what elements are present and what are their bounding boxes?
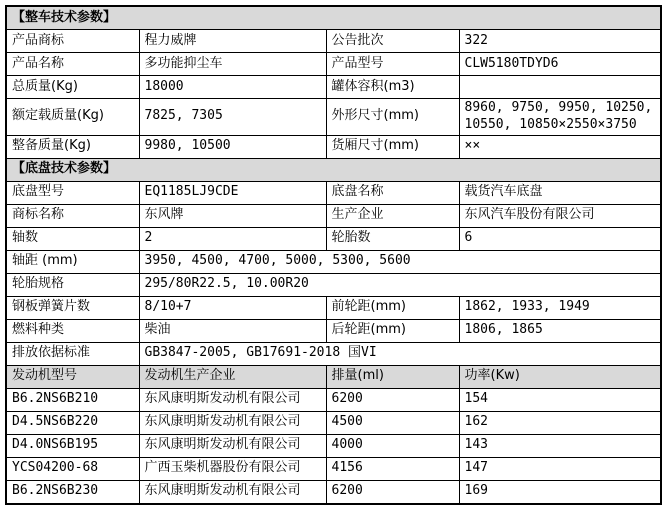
- param-label: 排放依据标准: [6, 342, 139, 365]
- engine-displacement-cell: 4156: [326, 457, 459, 480]
- engine-power-cell: 147: [459, 457, 661, 480]
- param-value: [459, 76, 661, 99]
- engine-table-header-row: [6, 365, 661, 388]
- param-value: 1806, 1865: [459, 319, 661, 342]
- param-label: 整备质量(Kg): [6, 135, 139, 158]
- table-row: [6, 296, 661, 319]
- param-value: 6: [459, 227, 661, 250]
- param-label: 商标名称: [6, 204, 139, 227]
- param-label: 轴距 (mm): [6, 250, 139, 273]
- param-value: CLW5180TDYD6: [459, 53, 661, 76]
- engine-displacement-cell: 6200: [326, 480, 459, 504]
- param-label: 货厢尺寸(mm): [326, 135, 459, 158]
- table-row: [6, 227, 661, 250]
- param-value: 7825, 7305: [139, 99, 326, 136]
- engine-manufacturer-cell: 东风康明斯发动机有限公司: [139, 388, 326, 411]
- vehicle-spec-table: [5, 5, 662, 505]
- param-value: GB3847-2005, GB17691-2018 国VI: [139, 342, 661, 365]
- table-row: [6, 342, 661, 365]
- engine-power-cell: 154: [459, 388, 661, 411]
- param-value: 322: [459, 30, 661, 53]
- param-value: 柴油: [139, 319, 326, 342]
- table-row: [6, 30, 661, 53]
- engine-manufacturer-cell: 广西玉柴机器股份有限公司: [139, 457, 326, 480]
- param-label: 产品商标: [6, 30, 139, 53]
- param-label: 前轮距(mm): [326, 296, 459, 319]
- engine-row: [6, 388, 661, 411]
- table-row: [6, 135, 661, 158]
- table-row: [6, 319, 661, 342]
- param-label: 燃料种类: [6, 319, 139, 342]
- engine-model-cell: D4.0NS6B195: [6, 434, 139, 457]
- param-label: 轮胎数: [326, 227, 459, 250]
- param-value: 8/10+7: [139, 296, 326, 319]
- engine-displacement-cell: 4000: [326, 434, 459, 457]
- param-value: 3950, 4500, 4700, 5000, 5300, 5600: [139, 250, 661, 273]
- engine-displacement-cell: 6200: [326, 388, 459, 411]
- engine-col-header-power: 功率(Kw): [459, 365, 661, 388]
- param-value: ××: [459, 135, 661, 158]
- table-row: [6, 6, 661, 30]
- engine-manufacturer-cell: 东风康明斯发动机有限公司: [139, 434, 326, 457]
- engine-col-header-manufacturer: 发动机生产企业: [139, 365, 326, 388]
- param-label: 底盘名称: [326, 181, 459, 204]
- param-value: 载货汽车底盘: [459, 181, 661, 204]
- param-value: 东风汽车股份有限公司: [459, 204, 661, 227]
- table-row: [6, 53, 661, 76]
- param-label: 产品型号: [326, 53, 459, 76]
- engine-model-cell: YCS04200-68: [6, 457, 139, 480]
- param-value: 东风牌: [139, 204, 326, 227]
- engine-displacement-cell: 4500: [326, 411, 459, 434]
- param-label: 罐体容积(m3): [326, 76, 459, 99]
- param-value: 18000: [139, 76, 326, 99]
- section-title-vehicle: 【整车技术参数】: [6, 6, 661, 30]
- param-value: 295/80R22.5, 10.00R20: [139, 273, 661, 296]
- table-row: [6, 181, 661, 204]
- param-label: 后轮距(mm): [326, 319, 459, 342]
- table-row: [6, 76, 661, 99]
- section-title-chassis: 【底盘技术参数】: [6, 158, 661, 181]
- param-value: 多功能抑尘车: [139, 53, 326, 76]
- param-value: EQ1185LJ9CDE: [139, 181, 326, 204]
- param-value: 1862, 1933, 1949: [459, 296, 661, 319]
- engine-model-cell: B6.2NS6B210: [6, 388, 139, 411]
- param-label: 底盘型号: [6, 181, 139, 204]
- engine-power-cell: 143: [459, 434, 661, 457]
- engine-power-cell: 169: [459, 480, 661, 504]
- engine-manufacturer-cell: 东风康明斯发动机有限公司: [139, 480, 326, 504]
- param-label: 钢板弹簧片数: [6, 296, 139, 319]
- engine-row: [6, 457, 661, 480]
- engine-model-cell: D4.5NS6B220: [6, 411, 139, 434]
- param-value: 程力威牌: [139, 30, 326, 53]
- param-value: 8960, 9750, 9950, 10250, 10550, 10850×2550×3750: [459, 99, 661, 136]
- param-label: 公告批次: [326, 30, 459, 53]
- table-row: [6, 99, 661, 136]
- param-value: 2: [139, 227, 326, 250]
- param-label: 总质量(Kg): [6, 76, 139, 99]
- param-value: 9980, 10500: [139, 135, 326, 158]
- table-row: [6, 158, 661, 181]
- engine-row: [6, 480, 661, 504]
- engine-manufacturer-cell: 东风康明斯发动机有限公司: [139, 411, 326, 434]
- engine-model-cell: B6.2NS6B230: [6, 480, 139, 504]
- param-label: 外形尺寸(mm): [326, 99, 459, 136]
- engine-row: [6, 411, 661, 434]
- param-label: 生产企业: [326, 204, 459, 227]
- engine-row: [6, 434, 661, 457]
- engine-power-cell: 162: [459, 411, 661, 434]
- engine-col-header-model: 发动机型号: [6, 365, 139, 388]
- engine-col-header-displacement: 排量(ml): [326, 365, 459, 388]
- table-row: [6, 273, 661, 296]
- param-label: 轮胎规格: [6, 273, 139, 296]
- param-label: 产品名称: [6, 53, 139, 76]
- param-label: 轴数: [6, 227, 139, 250]
- table-row: [6, 250, 661, 273]
- param-label: 额定载质量(Kg): [6, 99, 139, 136]
- table-row: [6, 204, 661, 227]
